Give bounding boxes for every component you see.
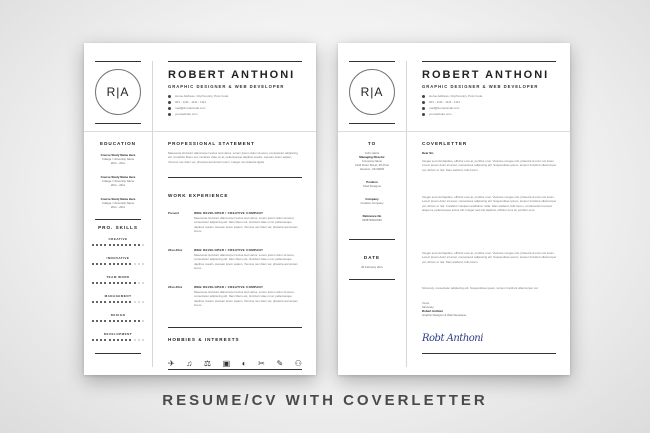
experience-title: WORK EXPERIENCE xyxy=(168,193,229,198)
skill-dot xyxy=(96,339,98,341)
skill-level-dots xyxy=(92,263,144,265)
skill-dot xyxy=(125,301,127,303)
resume-page xyxy=(84,43,316,375)
skill-dot xyxy=(125,263,127,265)
skill-dot xyxy=(113,301,115,303)
football-icon: ◐ xyxy=(241,359,247,368)
skill-dot xyxy=(104,301,106,303)
skill-dot xyxy=(96,263,98,265)
to-title: TO xyxy=(367,141,377,146)
monogram: R|A xyxy=(95,69,141,115)
globe-icon xyxy=(168,113,171,116)
skill-dot xyxy=(92,339,94,341)
skill-dot xyxy=(100,263,102,265)
skill-dot xyxy=(121,320,123,322)
skill-dot xyxy=(113,282,115,284)
skill-dot xyxy=(142,244,144,246)
hobbies-bottom-line xyxy=(168,369,302,370)
contact-list xyxy=(422,93,482,117)
skill-dot xyxy=(125,339,127,341)
date-bottom-line xyxy=(349,279,395,280)
role-subtitle: GRAPHIC DESIGNER & WEB DEVELOPER xyxy=(422,84,539,89)
skill-dot xyxy=(129,244,131,246)
skill-label: MANAGEMENT xyxy=(104,294,132,298)
skill-dot xyxy=(104,282,106,284)
position-block: Position Chief Designer xyxy=(362,180,382,188)
skill-dot xyxy=(92,282,94,284)
skill-dot xyxy=(142,263,144,265)
skill-dot xyxy=(138,339,140,341)
monogram-top-line xyxy=(349,61,395,62)
camera-icon: ▣ xyxy=(222,359,231,368)
skill-dot xyxy=(117,301,119,303)
skill-dot xyxy=(134,339,136,341)
skill-dot xyxy=(117,244,119,246)
skill-dot xyxy=(138,282,140,284)
skill-dot xyxy=(96,301,98,303)
phone-icon xyxy=(422,101,425,104)
skill-dot xyxy=(100,282,102,284)
skill-dot xyxy=(138,320,140,322)
skill-dot xyxy=(142,339,144,341)
skill-dot xyxy=(121,301,123,303)
experience-text: Maecenas tincidunt ullamcorper lectus sed varius. Lorem ipsum dolor sit amet, consectetur adipiscing elit. Nam libero est, tincidunt vitae mi at, pellentesque dapibus mauris. Aenean lorem sapien, rhoncus nec diam vel, pharetra accumsan lorem. xyxy=(194,216,298,233)
experience-job-title: WEB DEVELOPER / CREATIVE COMPANY xyxy=(194,285,264,289)
skill-dot xyxy=(129,282,131,284)
header-top-line xyxy=(168,61,302,62)
monogram-bottom-line xyxy=(349,123,395,124)
education-title: EDUCATION xyxy=(100,141,136,146)
skill-label: DEVELOPMENT xyxy=(103,332,133,336)
coverletter-title: COVERLETTER xyxy=(422,141,468,146)
skill-dot xyxy=(117,263,119,265)
letter-paragraph: Integer sed nisl dapibus, efficitur eros at, porttitor eros. Vivamus congue nisl, pharetra id enim vel lorem. Lorem ipsum dolor sit amet, consectetur adipiscing elit. Suspendisse ipsum, tempor tincidunt ullamcorper vel, dictum ut nisl. Nam eleifend, felis lorem. xyxy=(422,159,557,172)
skill-label: INNOVATIVE xyxy=(106,256,130,260)
column-divider xyxy=(152,61,153,367)
skill-dot xyxy=(134,263,136,265)
monogram: R|A xyxy=(349,69,395,115)
skill-dot xyxy=(142,282,144,284)
contact-phone: 001 - 1111 - 1111 - 1111 xyxy=(168,99,228,105)
recipient-block: John Harris Managing Director Company Name 1234 Dolor Street, 6th Post Houston, US 00000 xyxy=(355,151,389,171)
header-divider xyxy=(84,131,316,132)
skill-dot xyxy=(109,301,111,303)
skills-bottom-line xyxy=(95,353,141,354)
email-icon xyxy=(168,107,171,110)
header-divider xyxy=(338,131,570,132)
skill-dot xyxy=(117,320,119,322)
skill-dot xyxy=(92,244,94,246)
email-icon xyxy=(422,107,425,110)
skill-dot xyxy=(125,244,127,246)
experience-bottom-line xyxy=(168,327,302,328)
experience-text: Maecenas tincidunt ullamcorper lectus sed varius. Lorem ipsum dolor sit amet, consectetur adipiscing elit. Nam libero est, tincidunt vitae mi at, pellentesque dapibus mauris. Aenean lorem sapien, rhoncus nec diam vel, pharetra accumsan lorem. xyxy=(194,290,298,307)
skill-dot xyxy=(104,244,106,246)
skill-level-dots xyxy=(92,301,144,303)
skill-dot xyxy=(96,282,98,284)
letter-paragraph: Sincerely, consectetur adipiscing elit. Suspendisse ipsum, tempor tincidunt ullamcorper vel. xyxy=(422,286,539,290)
skill-dot xyxy=(109,244,111,246)
signoff-block: Yours, Sincerely, Robert Anthoni Graphic Designer & Web Developer xyxy=(422,301,467,317)
company-block: Company Creative Company xyxy=(360,197,384,205)
statement-title: PROFESSIONAL STATEMENT xyxy=(168,141,255,146)
skill-dot xyxy=(142,301,144,303)
name-heading: ROBERT ANTHONI xyxy=(422,69,550,81)
skill-dot xyxy=(100,339,102,341)
skill-dot xyxy=(100,301,102,303)
skill-dot xyxy=(121,282,123,284)
globe-icon xyxy=(422,113,425,116)
location-icon xyxy=(422,95,425,98)
skill-dot xyxy=(138,301,140,303)
contact-email: mail@domainmail.com xyxy=(168,105,228,111)
experience-date: Present xyxy=(168,211,180,215)
skill-level-dots xyxy=(92,244,144,246)
skill-dot xyxy=(129,320,131,322)
greeting: Dear Sir, xyxy=(422,151,434,155)
experience-text: Maecenas tincidunt ullamcorper lectus sed varius. Lorem ipsum dolor sit amet, consectetur adipiscing elit. Nam libero est, tincidunt vitae mi at, pellentesque dapibus mauris. Aenean lorem sapien, rhoncus nec diam vel, pharetra accumsan lorem. xyxy=(194,253,298,270)
caption-title: RESUME/CV WITH COVERLETTER xyxy=(162,392,488,409)
monogram-bottom-line xyxy=(95,123,141,124)
skill-dot xyxy=(125,282,127,284)
skill-dot xyxy=(117,282,119,284)
skill-dot xyxy=(96,320,98,322)
statement-bottom-line xyxy=(168,177,302,178)
dumbbell-icon: ⚖ xyxy=(203,359,212,368)
skill-level-dots xyxy=(92,339,144,341)
skill-dot xyxy=(134,244,136,246)
experience-date: 20xx-20xx xyxy=(168,248,183,252)
skill-label: CREATIVE xyxy=(108,237,128,241)
music-icon: ♫ xyxy=(186,359,193,368)
statement-text: Maecenas tincidunt ullamcorper lectus sed varius. Lorem ipsum dolor sit amet, consectetur adipiscing elit. Curabitur libero est, tincidunt vitae mi at, pellentesque dapibus mauris. Aenean lorem sapien, rhoncus nec diam vel, pharetra accumsan lorem. Integer vel pharetra ligula. xyxy=(168,151,298,164)
letter-paragraph: Integer sed nisl dapibus, efficitur eros at, porttitor eros. Vivamus congue nisl, pharetra id enim vel lorem. Lorem ipsum dolor sit amet, consectetur adipiscing elit. Suspendisse ipsum, tempor tincidunt ullamcorper vel, dictum ut nisl. Nam eleifend, felis lorem. xyxy=(422,251,557,264)
skill-dot xyxy=(92,263,94,265)
skill-dot xyxy=(129,263,131,265)
skill-dot xyxy=(134,301,136,303)
skill-dot xyxy=(109,320,111,322)
skill-level-dots xyxy=(92,320,144,322)
education-item: Course Study Name Here College / University Name 20xx - 20xx xyxy=(100,153,136,165)
contact-website: yourwebsite.com xyxy=(168,111,228,117)
skill-dot xyxy=(109,263,111,265)
pencil-icon: ✎ xyxy=(276,359,284,368)
experience-job-title: WEB DEVELOPER / CREATIVE COMPANY xyxy=(194,248,264,252)
hobbies-icons xyxy=(168,360,302,368)
column-divider xyxy=(406,61,407,367)
contact-email: mail@domainmail.com xyxy=(422,105,482,111)
skill-dot xyxy=(113,339,115,341)
skill-dot xyxy=(121,263,123,265)
skill-dot xyxy=(96,244,98,246)
phone-icon xyxy=(168,101,171,104)
skill-dot xyxy=(104,320,106,322)
bicycle-icon: ⚇ xyxy=(294,359,302,368)
skill-dot xyxy=(138,244,140,246)
skill-dot xyxy=(117,339,119,341)
skill-dot xyxy=(100,320,102,322)
skill-dot xyxy=(113,320,115,322)
role-subtitle: GRAPHIC DESIGNER & WEB DEVELOPER xyxy=(168,84,285,89)
contact-address: Home Address, City/Country, Post Code xyxy=(422,93,482,99)
skill-label: DESIGN xyxy=(110,313,126,317)
date-title: DATE xyxy=(363,255,381,260)
skill-dot xyxy=(121,339,123,341)
name-heading: ROBERT ANTHONI xyxy=(168,69,296,81)
reference-block: Reference No 0398766DAS60 xyxy=(362,214,382,222)
date-value: 30 February 20xx xyxy=(361,265,383,269)
skill-label: TEAM WORK xyxy=(106,275,130,279)
location-icon xyxy=(168,95,171,98)
skill-dot xyxy=(92,301,94,303)
tools-icon: ✂ xyxy=(258,359,265,368)
experience-date: 20xx-20xx xyxy=(168,285,183,289)
skill-level-dots xyxy=(92,282,144,284)
skill-dot xyxy=(129,339,131,341)
education-item: Course Study Name Here College / University Name 20xx - 20xx xyxy=(100,175,136,187)
skill-dot xyxy=(104,339,106,341)
education-bottom-line xyxy=(95,219,141,220)
skills-title: PRO. SKILLS xyxy=(98,225,138,230)
contact-address: Home Address, City/Country, Post Code xyxy=(168,93,228,99)
skill-dot xyxy=(121,244,123,246)
hobbies-title: HOBBIES & INTERESTS xyxy=(168,337,240,342)
skill-dot xyxy=(134,282,136,284)
skill-dot xyxy=(129,301,131,303)
to-bottom-line xyxy=(349,239,395,240)
plane-icon: ✈ xyxy=(168,359,175,368)
header-top-line xyxy=(422,61,556,62)
education-item: Course Study Name Here College / University Name 20xx - 20xx xyxy=(100,197,136,209)
monogram-top-line xyxy=(95,61,141,62)
skill-dot xyxy=(134,320,136,322)
skill-dot xyxy=(142,320,144,322)
contact-list xyxy=(168,93,228,117)
letter-paragraph: Integer sed nisl dapibus, efficitur eros at, porttitor eros. Vivamus congue nisl, pharetra id enim vel lorem. Lorem ipsum dolor sit amet, consectetur adipiscing elit. Suspendisse ipsum, tempor tincidunt ullamcorper vel, dictum ut nisl. Curabitur volutpat vestibulum nulla. Nam eleifend, felis lorem, condimentum tempor aliquet a, pellentesque luctus elit. Integer sed nisl dapibus, efficitur eros at, porttitor eros. xyxy=(422,195,557,212)
contact-phone: 001 - 1111 - 1111 - 1111 xyxy=(422,99,482,105)
coverletter-page xyxy=(338,43,570,375)
skill-dot xyxy=(125,320,127,322)
skill-dot xyxy=(138,263,140,265)
skill-dot xyxy=(92,320,94,322)
skill-dot xyxy=(109,282,111,284)
skill-dot xyxy=(113,244,115,246)
experience-job-title: WEB DEVELOPER / CREATIVE COMPANY xyxy=(194,211,264,215)
skill-dot xyxy=(104,263,106,265)
contact-website: yourwebsite.com xyxy=(422,111,482,117)
skill-dot xyxy=(100,244,102,246)
letter-bottom-line xyxy=(422,353,556,354)
skill-dot xyxy=(109,339,111,341)
skill-dot xyxy=(113,263,115,265)
handwritten-signature: Robt Anthoni xyxy=(422,333,483,344)
